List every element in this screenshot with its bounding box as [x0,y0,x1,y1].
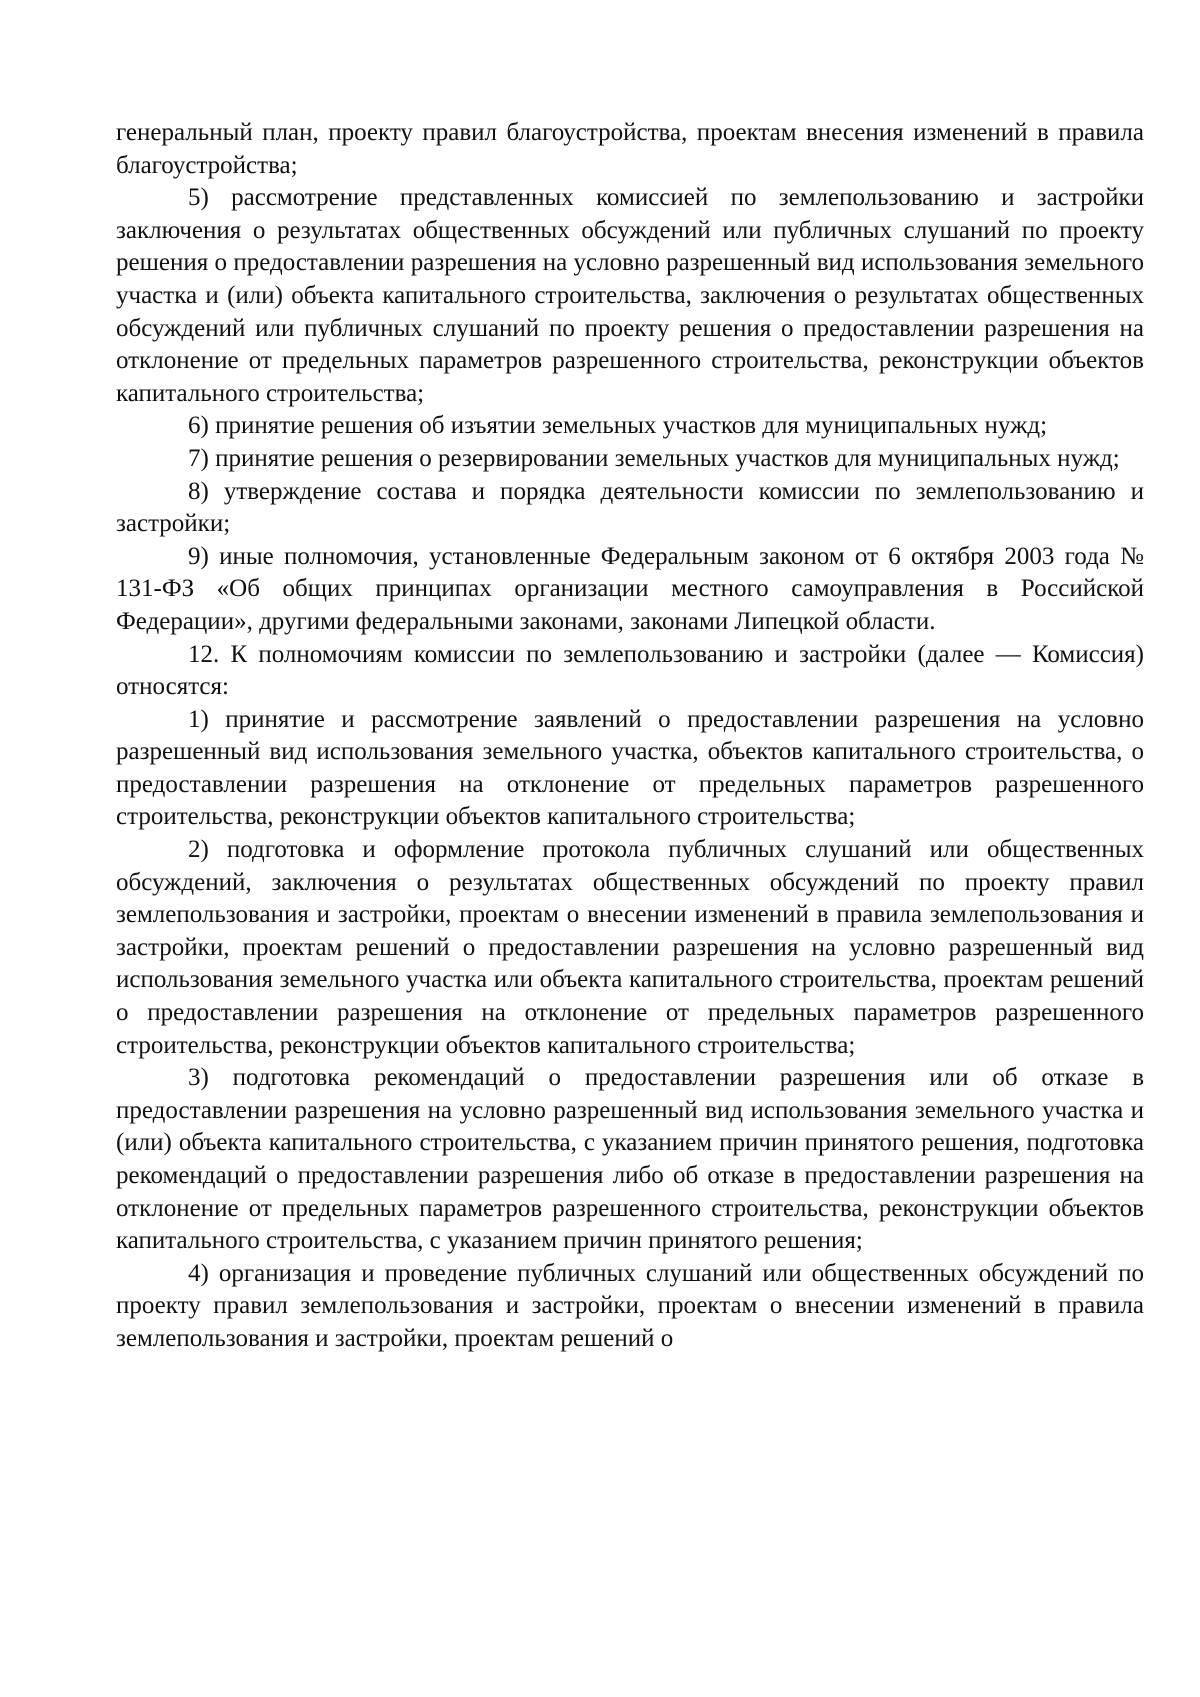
paragraph-section-12-item-1: 1) принятие и рассмотрение заявлений о предоставлении разрешения на условно разрешенный вид использования земельного участка, объектов капитального строительства, о предоставлении разрешения на отклонение от предельных параметров разрешенного строительства, реконструкции объектов капитального строительства; [116,705,1144,831]
paragraph-item-5: 5) рассмотрение представленных комиссией по землепользованию и застройки заключения о результатах общественных обсуждений или публичных слушаний по проекту решения о предоставлении разрешения на условно разрешенный вид использования земельного участка и (или) объекта капитального строительства, заключения о результатах общественных обсуждений или публичных слушаний по проекту решения о предоставлении разрешения на отклонение от предельных параметров разрешенного строительства, реконструкции объектов капитального строительства; [116,184,1144,407]
document-body [116,117,1144,1356]
paragraph-section-12-item-3: 3) подготовка рекомендаций о предоставлении разрешения или об отказе в предоставлении разрешения на условно разрешенный вид использования земельного участка и (или) объекта капитального строительства, с указанием причин принятого решения, подготовка рекомендаций о предоставлении разрешения либо об отказе в предоставлении разрешения на отклонение от предельных параметров разрешенного строительства, реконструкции объектов капитального строительства, с указанием причин принятого решения; [116,1064,1144,1255]
paragraph-item-9: 9) иные полномочия, установленные Федеральным законом от 6 октября 2003 года № 131-ФЗ «Об общих принципах организации местного самоуправления в Российской Федерации», другими федеральными законами, законами Липецкой области. [116,542,1144,635]
paragraph-section-12-item-4: 4) организация и проведение публичных слушаний или общественных обсуждений по проекту правил землепользования и застройки, проектам о внесении изменений в правила землепользования и застройки, проектам решений о [116,1259,1144,1352]
paragraph-item-7: 7) принятие решения о резервировании земельных участков для муниципальных нужд; [188,444,1120,472]
paragraph-item-6: 6) принятие решения об изъятии земельных участков для муниципальных нужд; [188,412,1048,440]
paragraph-continuation: генеральный план, проекту правил благоустройства, проектам внесения изменений в правила благоустройства; [116,119,1144,179]
paragraph-section-12: 12. К полномочиям комиссии по землепользованию и застройки (далее — Комиссия) относятся: [116,640,1144,701]
paragraph-section-12-item-2: 2) подготовка и оформление протокола публичных слушаний или общественных обсуждений, заключения о результатах общественных обсуждений по проекту правил землепользования и застройки, проектам о внесении изменений в правила землепользования и застройки, проектам решений о предоставлении разрешения на условно разрешенный вид использования земельного участка или объекта капитального строительства, проектам решений о предоставлении разрешения на отклонение от предельных параметров разрешенного строительства, реконструкции объектов капитального строительства; [116,836,1144,1059]
paragraph-item-8: 8) утверждение состава и порядка деятельности комиссии по землепользованию и застройки; [116,477,1144,538]
